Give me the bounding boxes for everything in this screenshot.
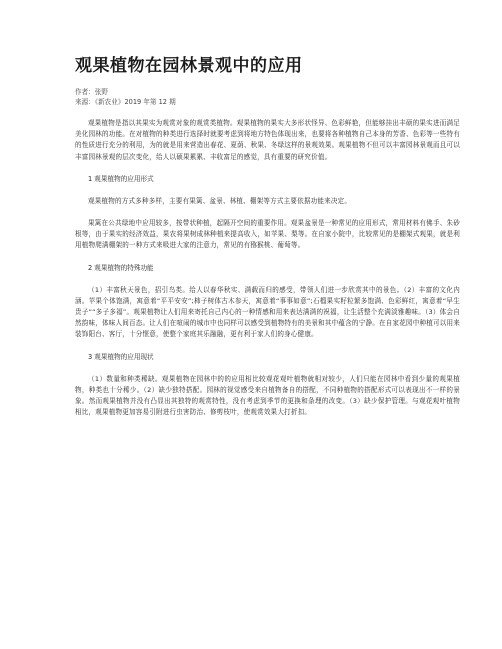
article-meta xyxy=(75,87,460,107)
source-line xyxy=(75,97,460,107)
paragraph: 果篱在公共绿地中应用较多，按带状种植，起隔开空间的重要作用。观果盆景是一种常见的应用形式，常用材料有佛手、朱砂根等，由于果实的经济效益，果农将果树成林种植来提高收入，如苹果、梨等。在自家小院中，比较常见的是棚架式观果，就是利用植物爬满棚架的一种方式来吸进大家的注意力，常见的有猕猴桃、葡萄等。 xyxy=(75,219,460,250)
source-label: 来源： xyxy=(75,98,95,106)
paragraph: （1）数量和种类稀缺。观果植物在园林中的的应用相比较观花观叶植物就相对较少，人们只能在园林中看到少量的观果植物，种类也十分稀少。（2）缺少独特搭配。园林的视觉感受来自植物备自的搭配，不同种植物的搭配形式可以表现出不一样的景象。然而观果植物并没有凸显出其独特的观赏特性，没有考虑到季节的更换和条理的改变。（3）缺少保护管理。与观花观叶植物相比，观果植物更加容易引附进行虫害防治、修剪枝叶，使观赏效果大打折扣。 xyxy=(75,374,460,417)
source-value: 《新农业》2019 年第 12 期 xyxy=(94,98,176,106)
author-name: 张野 xyxy=(94,88,108,96)
article-body xyxy=(75,118,460,418)
paragraph: 观果植物的方式多种多样，主要有果篱、盆景、林植、棚架等方式主要依据功能来决定。 xyxy=(88,196,352,205)
paragraph: （1）丰富秋天景色，招引鸟类。给人以春华秋实、满载而归的感受，带领人们进一步欣赏其中的景色。（2）丰富的文化内涵。苹果个体饱满，寓意着“平平安安”;柿子树体古木参天，寓意着“事事如意”;石榴果实籽粒繁多饱满、色彩鲜红，寓意着“早生贵子”“多子多福”。观果植物让人们用来寄托自己内心的一种情感和用来表达满满的祝福，让生活整个充满淡雅趣味。（3）体会自然韵味，体味人间百态。让人们在喧闹的城市中也同样可以感受到植物特有的美景和其中蕴含的宁静。在自家花园中种植可以用来装饰阳台、客厅，十分惬意，使整个家庭其乐融融，更有利于家人们的身心健康。 xyxy=(75,285,460,339)
author-line xyxy=(75,87,460,97)
author-label: 作者： xyxy=(75,88,95,96)
section-heading: 2 观果植物的特殊功能 xyxy=(88,263,154,272)
page-title: 观果植物在园林景观中的应用 xyxy=(75,56,303,76)
section-heading: 3 观果植物的应用现状 xyxy=(88,352,154,361)
paragraph: 观果植物是指以其果实为观赏对象的观赏类植物。观果植物的果实大多形状怪异、色彩鲜艳，但能够挂出丰硕的果实进而满足美化园林的功能。在对植物的种类进行选择时就要考虑到将地方特色体现出来，也要将各种植物自己本身的芳香、色彩等一些特有的性质进行充分的利用，为的就是用来营造出春花、夏荫、秋果、冬绿这样的景观效果。观果植物不但可以丰富园林景观而且可以丰富园林景观的层次变化，给人以硕果累累、丰收富足的感觉，具有重要的研究价值。 xyxy=(75,119,460,161)
section-heading: 1 观果植物的应用形式 xyxy=(88,174,154,183)
